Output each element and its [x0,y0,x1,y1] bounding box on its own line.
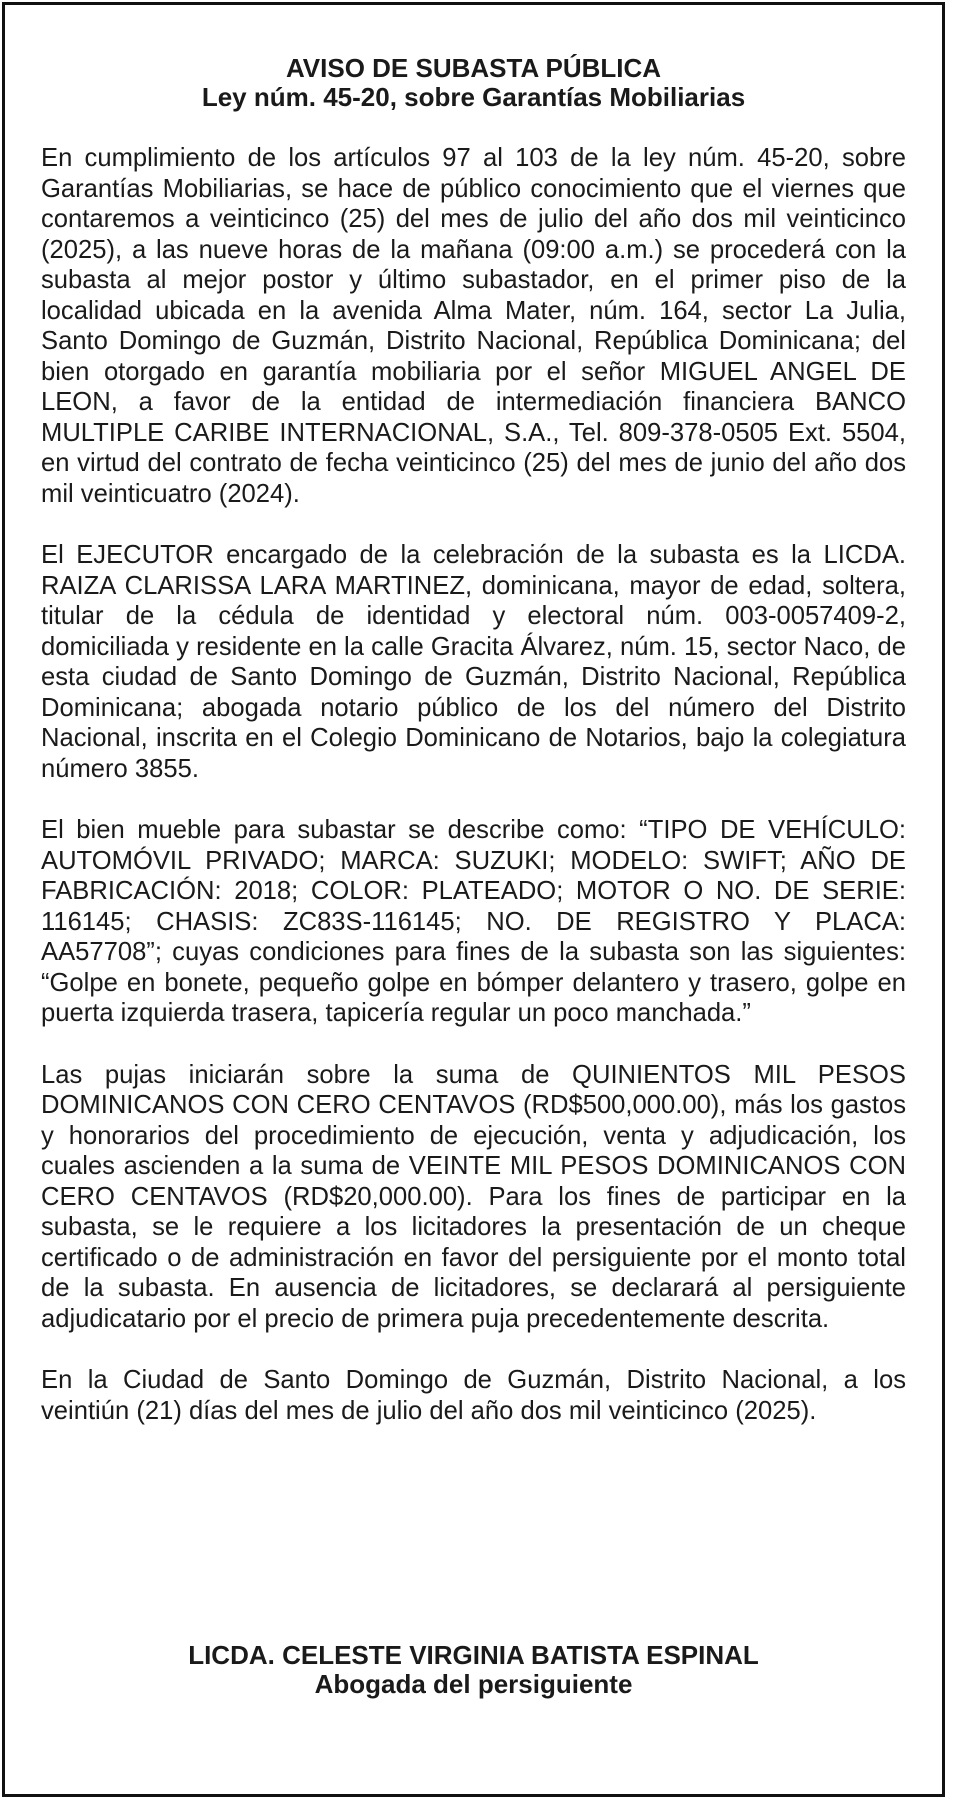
notice-header [5,54,942,112]
paragraph-place-date: En la Ciudad de Santo Domingo de Guzmán, Distrito Nacional, a los veintiún (21) días del mes de julio del año dos mil veinticinco (2025). [41,1366,906,1425]
notice-subtitle: Ley núm. 45-20, sobre Garantías Mobiliarias [201,82,746,112]
paragraph-executor: El EJECUTOR encargado de la celebración de la subasta es la LICDA. RAIZA CLARISSA LARA MARTINEZ, dominicana, mayor de edad, soltera, titular de la cédula de identidad y electoral núm. 003-0057409-2, domiciliada y residente en la calle Gracita Álvarez, núm. 15, sector Naco, de esta ciudad de Santo Domingo de Guzmán, Distrito Nacional, República Dominicana; abogada notario público de los del número del Distrito Nacional, inscrita en el Colegio Dominicano de Notarios, bajo la colegiatura número 3855. [41,541,906,783]
signature-block [5,1641,942,1699]
notice-body [41,143,906,1457]
notice-box [2,2,945,1797]
paragraph-bidding-terms: Las pujas iniciarán sobre la suma de QUINIENTOS MIL PESOS DOMINICANOS CON CERO CENTAVOS (RD$500,000.00), más los gastos y honorarios del procedimiento de ejecución, venta y adjudicación, los cuales ascienden a la suma de VEINTE MIL PESOS DOMINICANOS CON CERO CENTAVOS (RD$20,000.00). Para los fines de participar en la subasta, se le requiere a los licitadores la presentación de un cheque certificado o de administración en favor del persiguiente por el monto total de la subasta. En ausencia de licitadores, se declarará al persiguiente adjudicatario por el precio de primera puja precedentemente descrita. [41,1060,906,1333]
paragraph-auction-announcement: En cumplimiento de los artículos 97 al 103 de la ley núm. 45-20, sobre Garantías Mobiliarias, se hace de público conocimiento que el viernes que contaremos a veinticinco (25) del mes de julio del año dos mil veinticinco (2025), a las nueve horas de la mañana (09:00 a.m.) se procederá con la subasta al mejor postor y último subastador, en el primer piso de la localidad ubicada en la avenida Alma Mater, núm. 164, sector La Julia, Santo Domingo de Guzmán, Distrito Nacional, República Dominicana; del bien otorgado en garantía mobiliaria por el señor MIGUEL ANGEL DE LEON, a favor de la entidad de intermediación financiera BANCO MULTIPLE CARIBE INTERNACIONAL, S.A., Tel. 809-378-0505 Ext. 5504, en virtud del contrato de fecha veinticinco (25) del mes de junio del año dos mil veinticuatro (2024). [41,144,906,508]
signatory-role: Abogada del persiguiente [314,1669,633,1699]
notice-title: AVISO DE SUBASTA PÚBLICA [285,53,662,83]
paragraph-asset-description: El bien mueble para subastar se describe como: “TIPO DE VEHÍCULO: AUTOMÓVIL PRIVADO; MARCA: SUZUKI; MODELO: SWIFT; AÑO DE FABRICACIÓN: 2018; COLOR: PLATEADO; MOTOR O NO. DE SERIE: 116145; CHASIS: ZC83S-116145; NO. DE REGISTRO Y PLACA: AA57708”; cuyas condiciones para fines de la subasta son las siguientes: “Golpe en bonete, pequeño golpe en bómper delantero y trasero, golpe en puerta izquierda trasera, tapicería regular un poco manchada.” [41,816,906,1027]
signatory-name: LICDA. CELESTE VIRGINIA BATISTA ESPINAL [188,1640,759,1670]
